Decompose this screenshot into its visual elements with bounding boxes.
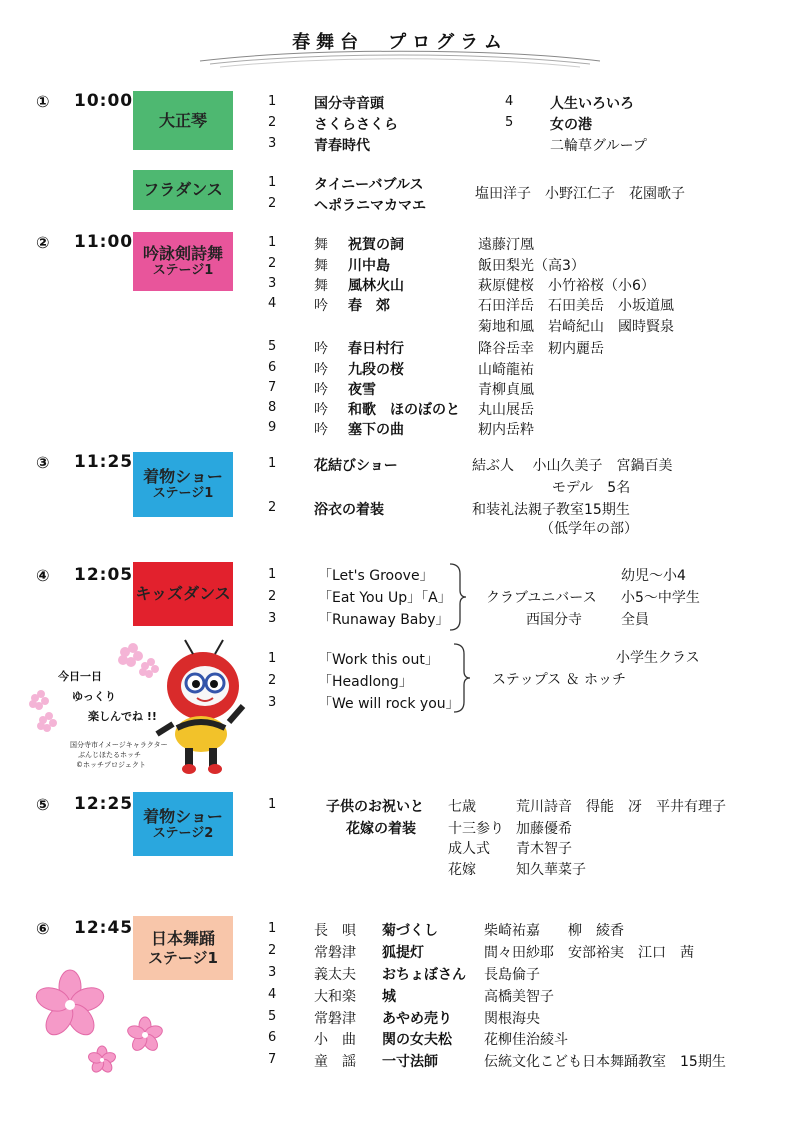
item-number: 3: [268, 276, 277, 291]
item-kind: 常磐津: [314, 1011, 356, 1027]
section-time: 12:05: [74, 565, 134, 585]
performers: 関根海央: [484, 1011, 540, 1027]
category-sublabel: ステージ1: [148, 948, 218, 967]
item-number: 7: [268, 1052, 277, 1067]
item-title: 塞下の曲: [348, 422, 404, 438]
performers: 伝統文化こども日本舞踊教室 15期生: [484, 1054, 726, 1070]
category-label-sub: 花嫁: [448, 862, 476, 878]
item-title: 春日村行: [348, 341, 404, 357]
category-label-sub: 十三参り: [448, 821, 504, 837]
right-brace: [452, 642, 472, 714]
item-number: 3: [268, 965, 277, 980]
mascot-credit: ©ホッチプロジェクト: [76, 761, 146, 769]
item-kind: 大和楽: [314, 989, 356, 1005]
item-title: あやめ売り: [382, 1011, 452, 1027]
item-number: 5: [268, 1009, 277, 1024]
item-title: ヘポラニマカマエ: [314, 198, 426, 214]
category-box-kimono-show-1: [133, 452, 233, 517]
section-time: 10:00: [74, 91, 134, 111]
performers: 柴崎祐嘉 柳 綾香: [484, 923, 624, 939]
item-number: 9: [268, 420, 277, 435]
mascot-message: 楽しんでね !!: [88, 710, 157, 723]
performers: 山崎龍祐: [478, 362, 534, 378]
song-title: 「We will rock you」: [318, 696, 460, 712]
item-title: 城: [382, 989, 396, 1005]
performers: 荒川詩音 得能 冴 平井有理子: [516, 799, 726, 815]
page-title: 春舞台 プログラム: [292, 32, 508, 53]
item-title: 一寸法師: [382, 1054, 438, 1070]
section-number: ③: [36, 453, 50, 472]
section-time: 11:25: [74, 452, 134, 472]
category-label-sub: 成人式: [448, 841, 490, 857]
item-title: 九段の桜: [348, 362, 404, 378]
category-box-hula: [133, 170, 233, 210]
item-title: 女の港: [550, 117, 592, 133]
category-label: 着物ショー: [143, 806, 223, 826]
performers-continued: モデル 5名: [552, 480, 631, 496]
song-title: 「Runaway Baby」: [318, 612, 450, 628]
item-title: 風林火山: [348, 278, 404, 294]
category-box-kimono-show-2: [133, 792, 233, 856]
item-number: 3: [268, 611, 277, 626]
section-time: 12:45: [74, 918, 134, 938]
item-title: 浴衣の着装: [314, 502, 384, 518]
item-number: 6: [268, 1030, 277, 1045]
performers: 青木智子: [516, 841, 572, 857]
item-number: 2: [268, 943, 277, 958]
performers: 高橋美智子: [484, 989, 554, 1005]
category-sublabel: ステージ2: [152, 825, 214, 841]
performers: 降谷岳幸 籾内麗岳: [478, 341, 604, 357]
performers: 飯田梨光（高3）: [478, 258, 585, 274]
performers: 青柳貞風: [478, 382, 534, 398]
item-title: 子供のお祝いと: [326, 799, 424, 815]
performers: 間々田紗耶 安部裕実 江口 茜: [484, 945, 694, 961]
mascot-message: 今日一日: [58, 670, 102, 683]
item-number: 1: [268, 567, 277, 582]
category-label: 着物ショー: [143, 467, 223, 487]
section-number: ⑤: [36, 795, 50, 814]
performers: 加藤優希: [516, 821, 572, 837]
item-kind: 童 謡: [314, 1054, 356, 1070]
item-number: 2: [268, 196, 277, 211]
item-number: 3: [268, 695, 277, 710]
item-number: 4: [268, 987, 277, 1002]
category-sublabel: ステージ1: [152, 486, 214, 502]
section-time: 11:00: [74, 232, 134, 252]
item-title: 祝賀の詞: [348, 237, 404, 253]
item-number: 1: [268, 651, 277, 666]
performers: 遠藤汀凰: [478, 237, 534, 253]
mascot-message: ゆっくり: [72, 690, 116, 703]
section-number: ⑥: [36, 919, 50, 938]
item-title: 青春時代: [314, 138, 370, 154]
item-number: 1: [268, 175, 277, 190]
level: 小5～中学生: [621, 590, 700, 606]
performers: 花柳佳治綾斗: [484, 1032, 568, 1048]
group-name: 二輪草グループ: [550, 138, 647, 154]
item-kind: 常磐津: [314, 945, 356, 961]
mascot-credit: ぶんじほたるホッチ: [78, 751, 141, 759]
item-number: 1: [268, 94, 277, 109]
item-number: 2: [268, 115, 277, 130]
item-kind: 小 曲: [314, 1032, 356, 1048]
category-label: キッズダンス: [135, 584, 231, 604]
category-label: 吟詠剣詩舞: [142, 244, 223, 264]
category-box-kids-dance: [133, 562, 233, 626]
section-time: 12:25: [74, 794, 134, 814]
category-sublabel: ステージ1: [152, 263, 214, 279]
item-number: 2: [268, 589, 277, 604]
sakura-decoration: [30, 965, 180, 1080]
right-brace: [448, 562, 468, 632]
item-number: 2: [268, 673, 277, 688]
performers-continued: 菊地和風 岩崎紀山 國時賢泉: [478, 319, 674, 335]
item-kind: 吟: [314, 298, 328, 314]
item-kind: 吟: [314, 341, 328, 357]
performers: 知久華菜子: [516, 862, 586, 878]
item-kind: 舞: [314, 237, 328, 253]
song-title: 「Work this out」: [318, 652, 439, 668]
item-number: 1: [268, 797, 277, 812]
performers: 萩原健桜 小竹裕桜（小6）: [478, 278, 655, 294]
item-number: 6: [268, 360, 277, 375]
item-title: 夜雪: [348, 382, 376, 398]
title-ornament: [190, 50, 610, 72]
item-kind: 舞: [314, 278, 328, 294]
item-kind: 吟: [314, 402, 328, 418]
item-title: さくらさくら: [314, 117, 398, 133]
item-title: 国分寺音頭: [314, 96, 384, 112]
category-label-sub: 七歳: [448, 799, 476, 815]
item-title: 関の女夫松: [382, 1032, 452, 1048]
level: 小学生クラス: [616, 650, 700, 666]
item-title: おちょぼさん: [382, 967, 466, 983]
mascot-credit: 国分寺市イメージキャラクター: [70, 741, 168, 749]
category-label: 日本舞踊: [150, 929, 215, 949]
item-number: 2: [268, 256, 277, 271]
performers-continued: （低学年の部）: [540, 521, 638, 537]
item-number: 1: [268, 235, 277, 250]
item-number: 5: [505, 115, 514, 130]
item-title: 花結びショー: [314, 458, 398, 474]
item-kind: 長 唄: [314, 923, 356, 939]
item-title: 和歌 ほのぼのと: [348, 402, 460, 418]
item-number: 5: [268, 339, 277, 354]
item-kind: 吟: [314, 422, 328, 438]
item-kind: 吟: [314, 362, 328, 378]
level: 幼児～小4: [621, 568, 686, 584]
performers: 石田洋岳 石田美岳 小坂道風: [478, 298, 674, 314]
category-box-taishogoto: [133, 91, 233, 150]
item-number: 4: [505, 94, 514, 109]
performers: 結ぶ人 小山久美子 宮鍋百美: [472, 458, 673, 474]
category-label: フラダンス: [143, 180, 223, 200]
section-number: ①: [36, 92, 50, 111]
item-title: 川中島: [348, 258, 390, 274]
item-number: 3: [268, 136, 277, 151]
performers: 和装礼法親子教室15期生: [472, 502, 630, 518]
group-location: 西国分寺: [526, 612, 582, 628]
item-kind: 舞: [314, 258, 328, 274]
item-title: 人生いろいろ: [550, 96, 634, 112]
item-number: 2: [268, 500, 277, 515]
section-number: ④: [36, 566, 50, 585]
performers: 籾内岳粋: [478, 422, 534, 438]
section-number: ②: [36, 233, 50, 252]
item-number: 4: [268, 296, 277, 311]
item-title: 菊づくし: [382, 923, 438, 939]
category-label: 大正琴: [158, 110, 207, 130]
song-title: 「Eat You Up」「A」: [318, 590, 452, 606]
song-title: 「Let's Groove」: [318, 568, 434, 584]
category-box-ginei: [133, 232, 233, 291]
item-title: 花嫁の着装: [346, 821, 416, 837]
performers: 丸山展岳: [478, 402, 534, 418]
item-number: 1: [268, 921, 277, 936]
level: 全員: [621, 612, 649, 628]
group-name: ステップス ＆ ホッチ: [492, 672, 627, 688]
item-kind: 義太夫: [314, 967, 356, 983]
item-number: 7: [268, 380, 277, 395]
item-number: 1: [268, 456, 277, 471]
item-title: タイニーバブルス: [314, 177, 424, 193]
performers: 塩田洋子 小野江仁子 花園歌子: [475, 186, 685, 202]
mascot-illustration: [25, 636, 260, 776]
performers: 長島倫子: [484, 967, 540, 983]
item-title: 春 郊: [348, 298, 390, 314]
item-number: 8: [268, 400, 277, 415]
song-title: 「Headlong」: [318, 674, 413, 690]
group-name: クラブユニバース: [486, 590, 597, 606]
item-kind: 吟: [314, 382, 328, 398]
item-title: 狐提灯: [382, 945, 424, 961]
